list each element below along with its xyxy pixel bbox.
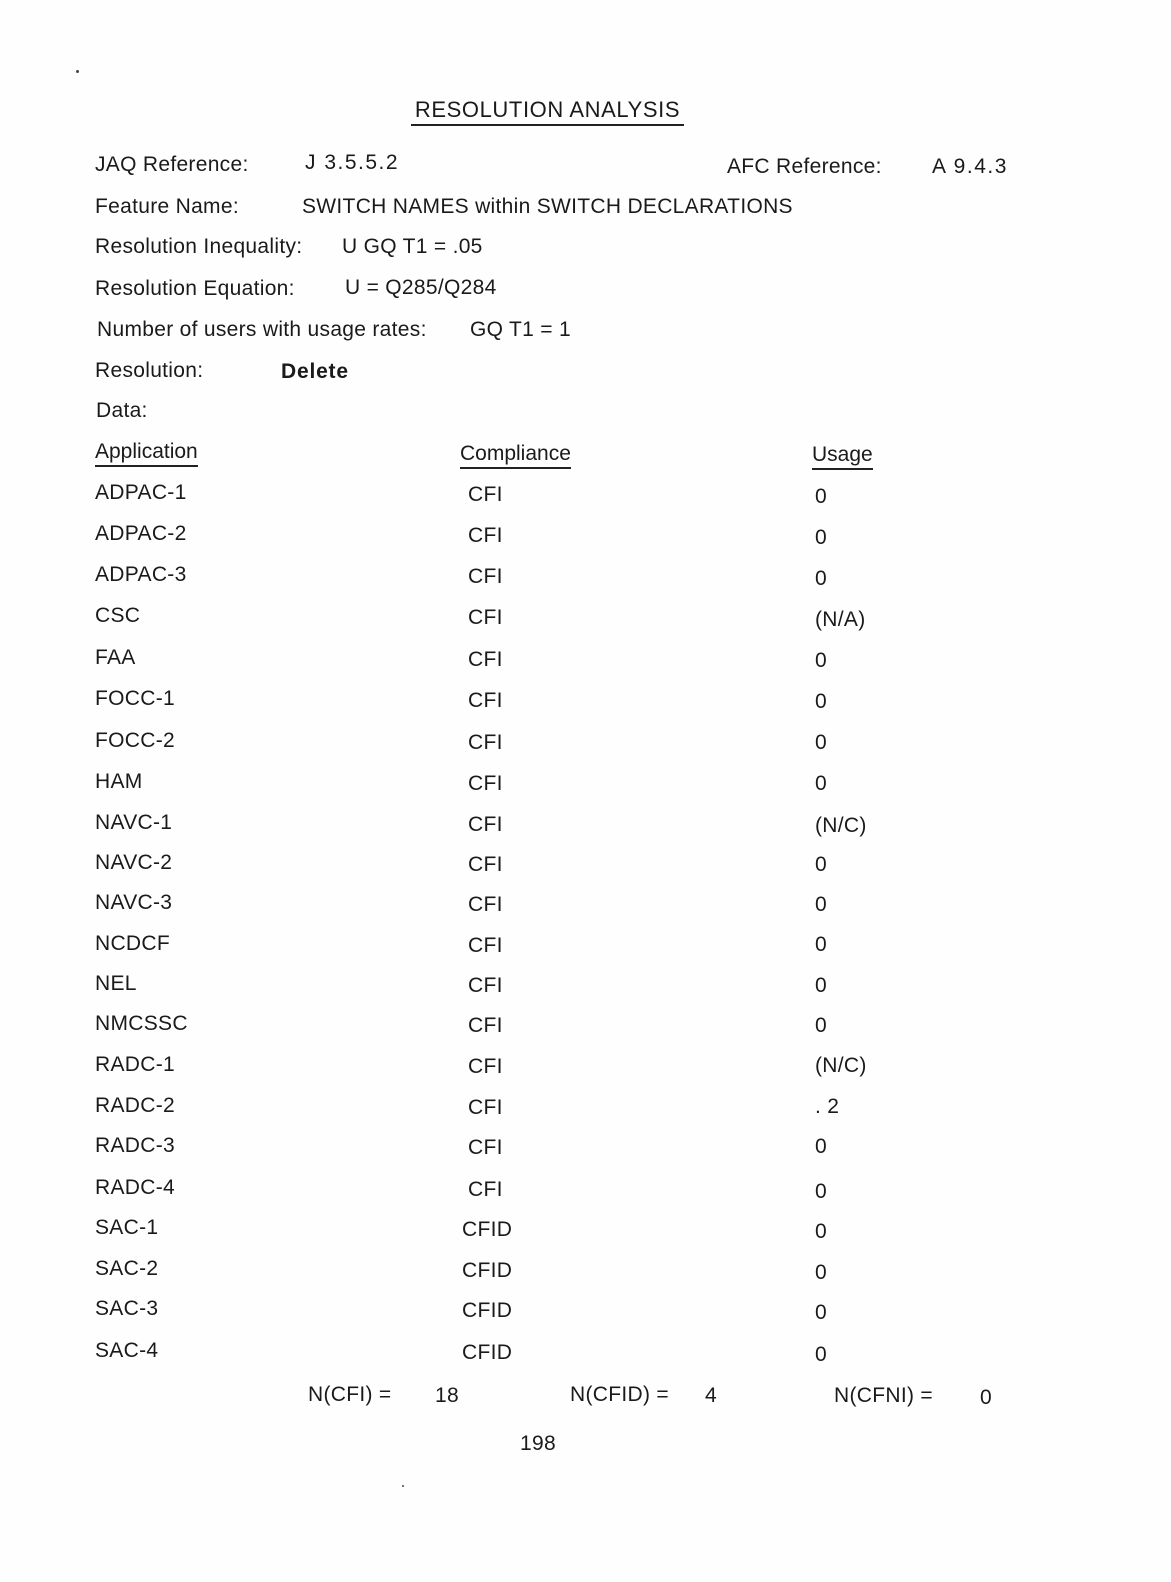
table-row-application: RADC-4 (95, 1176, 175, 1199)
table-row-compliance: CFI (468, 1136, 503, 1159)
table-row-compliance: CFI (468, 1055, 503, 1078)
table-row-compliance: CFI (468, 606, 503, 629)
table-row-usage: 0 (815, 526, 827, 549)
table-row-application: FOCC-2 (95, 729, 175, 752)
n-cfid-label: N(CFID) = (570, 1383, 669, 1406)
compliance-header: Compliance (460, 442, 571, 469)
table-row-usage: (N/C) (815, 1054, 867, 1077)
table-row-usage: (N/C) (815, 814, 867, 837)
page-title: RESOLUTION ANALYSIS (0, 97, 1095, 123)
n-cfni-label: N(CFNI) = (834, 1384, 933, 1407)
table-row-application: FOCC-1 (95, 687, 175, 710)
table-row-usage: 0 (815, 933, 827, 956)
users-usage-value: GQ T1 = 1 (470, 318, 571, 341)
data-label: Data: (96, 399, 148, 422)
table-row-compliance: CFI (468, 974, 503, 997)
n-cfni-value: 0 (980, 1386, 992, 1409)
table-row-application: RADC-1 (95, 1053, 175, 1076)
n-cfi-value: 18 (435, 1384, 459, 1407)
table-row-compliance: CFI (468, 1096, 503, 1119)
table-row-application: NEL (95, 972, 137, 995)
table-row-usage: 0 (815, 567, 827, 590)
table-row-compliance: CFID (462, 1259, 513, 1282)
n-cfid-value: 4 (705, 1384, 717, 1407)
resolution-inequality-value: U GQ T1 = .05 (342, 235, 483, 258)
table-row-application: SAC-3 (95, 1297, 159, 1320)
table-row-application: CSC (95, 604, 141, 627)
usage-header: Usage (812, 443, 873, 470)
table-row-application: SAC-1 (95, 1216, 159, 1239)
table-row-usage: 0 (815, 893, 827, 916)
table-row-usage: 0 (815, 731, 827, 754)
table-row-application: FAA (95, 646, 136, 669)
users-usage-label: Number of users with usage rates: (97, 318, 427, 341)
table-row-compliance: CFI (468, 853, 503, 876)
table-row-usage: 0 (815, 485, 827, 508)
table-row-compliance: CFI (468, 648, 503, 671)
table-row-compliance: CFI (468, 731, 503, 754)
table-row-usage: 0 (815, 649, 827, 672)
table-row-usage: 0 (815, 690, 827, 713)
table-row-application: ADPAC-2 (95, 522, 187, 545)
table-row-application: NAVC-2 (95, 851, 173, 874)
table-row-usage: 0 (815, 1180, 827, 1203)
table-row-application: NMCSSC (95, 1012, 188, 1035)
afc-reference-value: A 9.4.3 (932, 155, 1008, 178)
table-row-usage: 0 (815, 974, 827, 997)
table-row-application: RADC-3 (95, 1134, 175, 1157)
scan-speck (402, 1485, 404, 1487)
table-row-compliance: CFI (468, 813, 503, 836)
table-row-compliance: CFI (468, 1178, 503, 1201)
scan-speck (76, 70, 79, 73)
table-row-compliance: CFI (468, 1014, 503, 1037)
table-row-compliance: CFI (468, 934, 503, 957)
table-row-compliance: CFI (468, 893, 503, 916)
resolution-label: Resolution: (95, 359, 204, 382)
jaq-reference-value: J 3.5.5.2 (305, 151, 400, 174)
table-row-usage: 0 (815, 1301, 827, 1324)
table-row-usage: 0 (815, 772, 827, 795)
feature-name-label: Feature Name: (95, 195, 239, 218)
afc-reference-label: AFC Reference: (727, 155, 882, 178)
table-row-usage: 0 (815, 1343, 827, 1366)
table-row-application: ADPAC-1 (95, 481, 187, 504)
table-row-usage: 0 (815, 853, 827, 876)
table-row-application: NAVC-1 (95, 811, 173, 834)
table-row-application: ADPAC-3 (95, 563, 187, 586)
table-row-usage: 0 (815, 1261, 827, 1284)
table-row-compliance: CFI (468, 483, 503, 506)
jaq-reference-label: JAQ Reference: (95, 153, 249, 176)
table-row-compliance: CFID (462, 1218, 513, 1241)
n-cfi-label: N(CFI) = (308, 1383, 392, 1406)
table-row-application: NCDCF (95, 932, 170, 955)
table-row-application: SAC-2 (95, 1257, 159, 1280)
table-row-usage: (N/A) (815, 608, 866, 631)
table-row-compliance: CFI (468, 524, 503, 547)
resolution-value: Delete (281, 360, 349, 383)
table-row-compliance: CFID (462, 1341, 513, 1364)
table-row-compliance: CFI (468, 772, 503, 795)
table-row-compliance: CFI (468, 565, 503, 588)
resolution-inequality-label: Resolution Inequality: (95, 235, 303, 258)
page-number: 198 (520, 1432, 556, 1455)
table-row-usage: 0 (815, 1135, 827, 1158)
table-row-application: RADC-2 (95, 1094, 175, 1117)
application-header: Application (95, 440, 198, 467)
resolution-equation-label: Resolution Equation: (95, 277, 295, 300)
table-row-application: HAM (95, 770, 143, 793)
resolution-equation-value: U = Q285/Q284 (345, 276, 497, 299)
table-row-usage: . 2 (815, 1095, 840, 1118)
table-row-application: SAC-4 (95, 1339, 159, 1362)
table-row-compliance: CFI (468, 689, 503, 712)
table-row-compliance: CFID (462, 1299, 513, 1322)
feature-name-value: SWITCH NAMES within SWITCH DECLARATIONS (302, 195, 793, 218)
table-row-usage: 0 (815, 1220, 827, 1243)
table-row-application: NAVC-3 (95, 891, 173, 914)
table-row-usage: 0 (815, 1014, 827, 1037)
